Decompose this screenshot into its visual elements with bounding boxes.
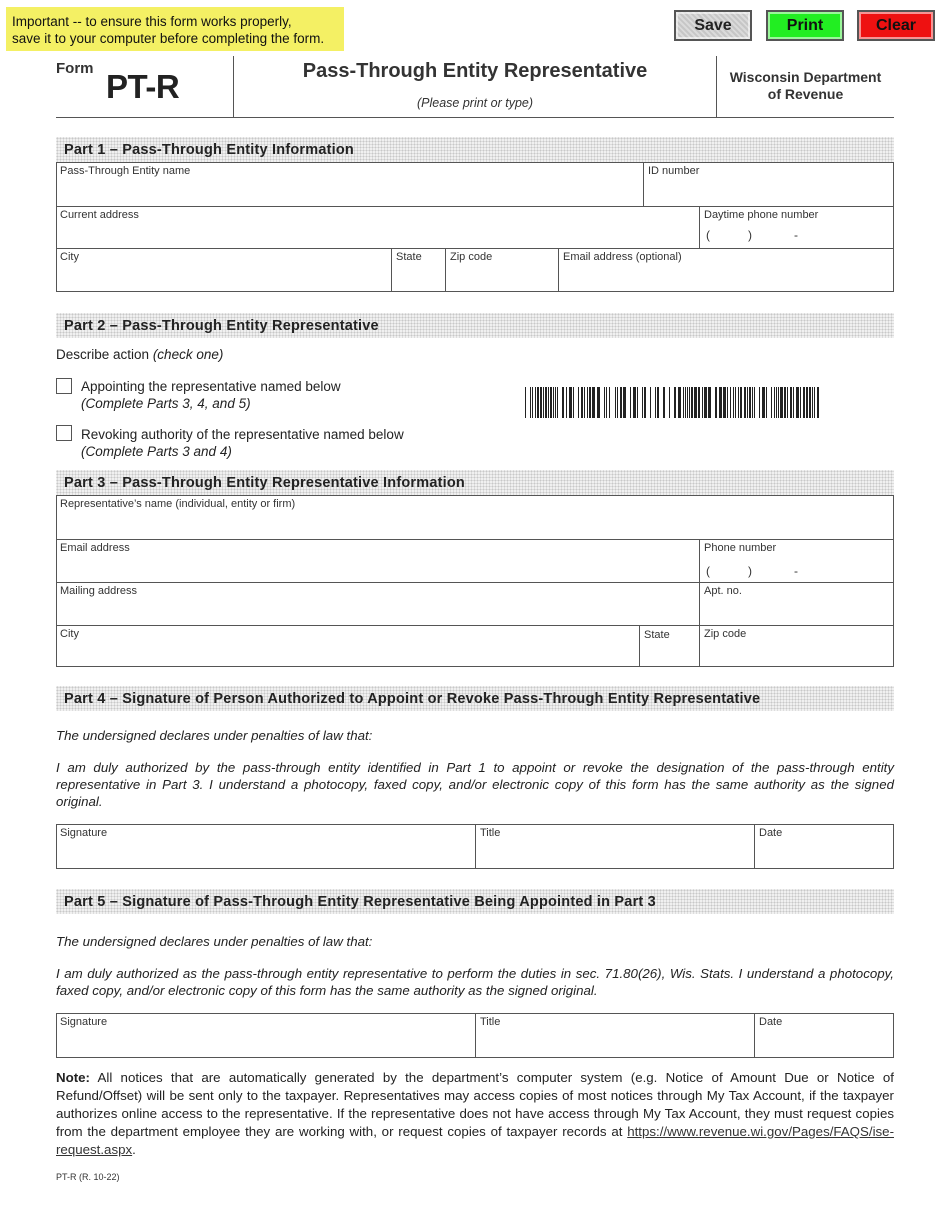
barcode-bar [776,387,777,418]
barcode-bar [694,387,697,418]
barcode-bar [642,387,643,418]
barcode-bar [803,387,805,418]
barcode-bar [540,387,542,418]
id-number-field[interactable] [643,162,894,206]
barcode-bar [584,387,585,418]
part5-signature-label: Signature [60,1016,108,1028]
rep-email-label: Email address [60,542,130,554]
barcode-bar [727,387,728,418]
part4-date-label: Date [759,827,783,839]
appoint-option [81,378,341,412]
barcode-bar [573,387,574,418]
barcode-bar [800,387,801,418]
part4-declares: The undersigned declares under penalties of law that: [56,728,373,743]
note-text: All notices that are automatically generated by the department’s computer system (e.g. Notice of Amount Due or Notice of Refund/Offset) will be sent only to the taxpayer. Representatives may access copies of most notices through My Tax Account, if the taxpayer authorizes online access to the representative. If the representative does not have access through My Tax Account, they must request copies from the department employee they are working with, or request copies of taxpayer records at [56,1070,894,1139]
barcode-bar [657,387,659,418]
part4-heading: Part 4 – Signature of Person Authorized to Appoint or Revoke Pass-Through Entity Representative [56,686,894,711]
barcode-bar [537,387,539,418]
barcode-bar [604,387,605,418]
barcode-bar [740,387,742,418]
mailing-address-field[interactable] [56,582,699,625]
barcode-bar [698,387,700,418]
part5-statement: I am duly authorized as the pass-through entity representative to perform the duties in sec. 71.80(26), Wis. Stats. I understand a photocopy, faxed copy, and/or electronic copy of this form has the same authority as the signed original. [56,966,894,998]
barcode-bar [806,387,808,418]
department-line-1: Wisconsin Department [729,69,882,85]
barcode-bar [708,387,711,418]
barcode-bar [615,387,616,418]
barcode-bar [702,387,703,418]
barcode-bar [623,387,626,418]
form-label: Form [56,60,94,77]
notice-line-2: save it to your computer before completing the form. [12,31,325,46]
part4-title-label: Title [480,827,501,839]
barcode-bar [678,387,681,418]
barcode-bar [609,387,610,418]
zip-field[interactable] [445,248,558,292]
barcode-bar [790,387,792,418]
header-rule [56,117,894,118]
revoke-checkbox[interactable] [56,425,72,441]
notice-line-1: Important -- to ensure this form works properly, [12,14,292,29]
part5-heading: Part 5 – Signature of Pass-Through Entity Representative Being Appointed in Part 3 [56,889,894,914]
barcode-bar [606,387,607,418]
form-number: PT-R [106,68,180,105]
barcode-bar [655,387,656,418]
barcode-bar [715,387,717,418]
barcode-bar [637,387,638,418]
barcode-bar [749,387,751,418]
barcode-bar [771,387,772,418]
barcode-bar [530,387,531,418]
barcode-bar [704,387,707,418]
barcode-bar [644,387,646,418]
barcode-bar [566,387,567,418]
barcode-bar [752,387,753,418]
save-button[interactable]: Save [674,10,752,41]
part4-signature-field[interactable] [56,824,475,869]
department-name [717,69,894,103]
note-end: . [132,1142,136,1157]
part4-statement: I am duly authorized by the pass-through entity identified in Part 1 to appoint or revoke the designation of the pass-through entity representative in Part 3. I understand a photocopy, faxed copy, and/or electronic copy of this form has the same authority as the signed original. [56,760,894,809]
entity-name-label: Pass-Through Entity name [60,165,191,177]
ise-request-link[interactable]: https://www.revenue.wi.gov/Pages/FAQS/ise-request.aspx [56,1124,894,1157]
barcode-bar [685,387,686,418]
state-field[interactable] [391,248,445,292]
rep-zip-label: Zip code [704,628,747,640]
barcode-image [525,387,820,418]
barcode-bar [578,387,579,418]
state-label: State [396,251,422,263]
barcode-bar [535,387,536,418]
part5-title-label: Title [480,1016,501,1028]
rep-email-field[interactable] [56,539,699,582]
rep-state-field[interactable] [639,625,699,667]
page-subtitle: (Please print or type) [416,96,534,110]
barcode-bar [650,387,651,418]
rep-phone-close-paren: ) [748,564,752,578]
barcode-bar [809,387,811,418]
mailing-address-label: Mailing address [60,585,138,597]
barcode-bar [674,387,676,418]
barcode-bar [617,387,618,418]
barcode-bar [589,387,591,418]
barcode-bar [691,387,693,418]
part5-date-field[interactable] [754,1013,894,1058]
part4-signature-label: Signature [60,827,108,839]
barcode-bar [754,387,755,418]
city-field[interactable] [56,248,391,292]
barcode-bar [730,387,731,418]
barcode-bar [747,387,748,418]
barcode-bar [812,387,813,418]
rep-name-label: Representative’s name (individual, entity or firm) [60,498,296,510]
barcode-bar [689,387,690,418]
barcode-bar [780,387,783,418]
apt-field[interactable] [699,582,894,625]
city-label: City [60,251,79,263]
daytime-phone-label: Daytime phone number [704,209,819,221]
barcode-bar [562,387,564,418]
barcode-bar [663,387,665,418]
email-field[interactable] [558,248,894,292]
part1-heading: Part 1 – Pass-Through Entity Information [56,137,894,162]
phone-open-paren: ( [706,228,710,242]
barcode-bar [543,387,544,418]
rep-phone-label: Phone number [704,542,777,554]
barcode-bar [687,387,688,418]
current-address-label: Current address [60,209,139,221]
barcode-bar [532,387,533,418]
appoint-option-label: Appointing the representative named below [81,379,341,394]
appoint-checkbox[interactable] [56,378,72,394]
clear-button[interactable]: Clear [857,10,935,41]
barcode-bar [620,387,622,418]
barcode-bar [817,387,819,418]
part4-title-field[interactable] [475,824,754,869]
zip-label: Zip code [450,251,493,263]
rep-zip-field[interactable] [699,625,894,667]
form-revision: PT-R (R. 10-22) [56,1172,120,1182]
barcode-bar [814,387,815,418]
barcode-bar [762,387,765,418]
barcode-bar [545,387,547,418]
rep-state-label: State [644,629,670,641]
barcode-bar [787,387,788,418]
barcode-bar [774,387,775,418]
barcode-bar [744,387,746,418]
rep-city-field[interactable] [56,625,639,667]
daytime-phone-field[interactable] [699,206,894,248]
barcode-bar [597,387,600,418]
print-button[interactable]: Print [766,10,844,41]
save-notice [6,7,344,51]
barcode-bar [555,387,556,418]
id-number-label: ID number [648,165,700,177]
describe-action [56,347,223,362]
rep-name-field[interactable] [56,495,894,539]
part5-declares: The undersigned declares under penalties of law that: [56,934,373,949]
part3-heading: Part 3 – Pass-Through Entity Representative Information [56,470,894,495]
revoke-option-label: Revoking authority of the representative named below [81,427,404,442]
barcode-bar [548,387,549,418]
email-label: Email address (optional) [563,251,682,263]
current-address-field[interactable] [56,206,699,248]
apt-label: Apt. no. [704,585,742,597]
barcode-bar [759,387,760,418]
entity-name-field[interactable] [56,162,643,206]
barcode-bar [766,387,767,418]
barcode-bar [592,387,595,418]
page-title: Pass-Through Entity Representative [302,60,648,82]
barcode-bar [796,387,799,418]
barcode-bar [553,387,554,418]
describe-action-label: Describe action [56,347,150,362]
barcode-bar [723,387,726,418]
barcode-bar [683,387,684,418]
barcode-bar [557,387,558,418]
barcode-bar [778,387,779,418]
part5-date-label: Date [759,1016,783,1028]
rep-phone-field[interactable] [699,539,894,582]
barcode-bar [587,387,588,418]
barcode-bar [733,387,734,418]
barcode-bar [719,387,722,418]
barcode-bar [735,387,736,418]
note-label: Note: [56,1070,90,1085]
rep-city-label: City [60,628,79,640]
revoke-option [81,426,404,460]
barcode-bar [784,387,786,418]
part5-signature-field[interactable] [56,1013,475,1058]
phone-dash: - [794,228,798,242]
barcode-bar [581,387,583,418]
part4-date-field[interactable] [754,824,894,869]
revoke-option-hint: (Complete Parts 3 and 4) [81,444,232,459]
part2-heading: Part 2 – Pass-Through Entity Representative [56,313,894,338]
barcode-bar [669,387,670,418]
rep-phone-dash: - [794,564,798,578]
barcode-bar [738,387,739,418]
describe-action-hint: (check one) [152,347,224,362]
barcode-bar [633,387,636,418]
department-line-2: of Revenue [767,86,844,102]
barcode-bar [793,387,794,418]
barcode-bar [525,387,526,418]
phone-close-paren: ) [748,228,752,242]
barcode-bar [550,387,552,418]
note-paragraph [56,1069,894,1159]
barcode-bar [630,387,631,418]
part5-title-field[interactable] [475,1013,754,1058]
appoint-option-hint: (Complete Parts 3, 4, and 5) [81,396,251,411]
barcode-bar [569,387,572,418]
rep-phone-open-paren: ( [706,564,710,578]
